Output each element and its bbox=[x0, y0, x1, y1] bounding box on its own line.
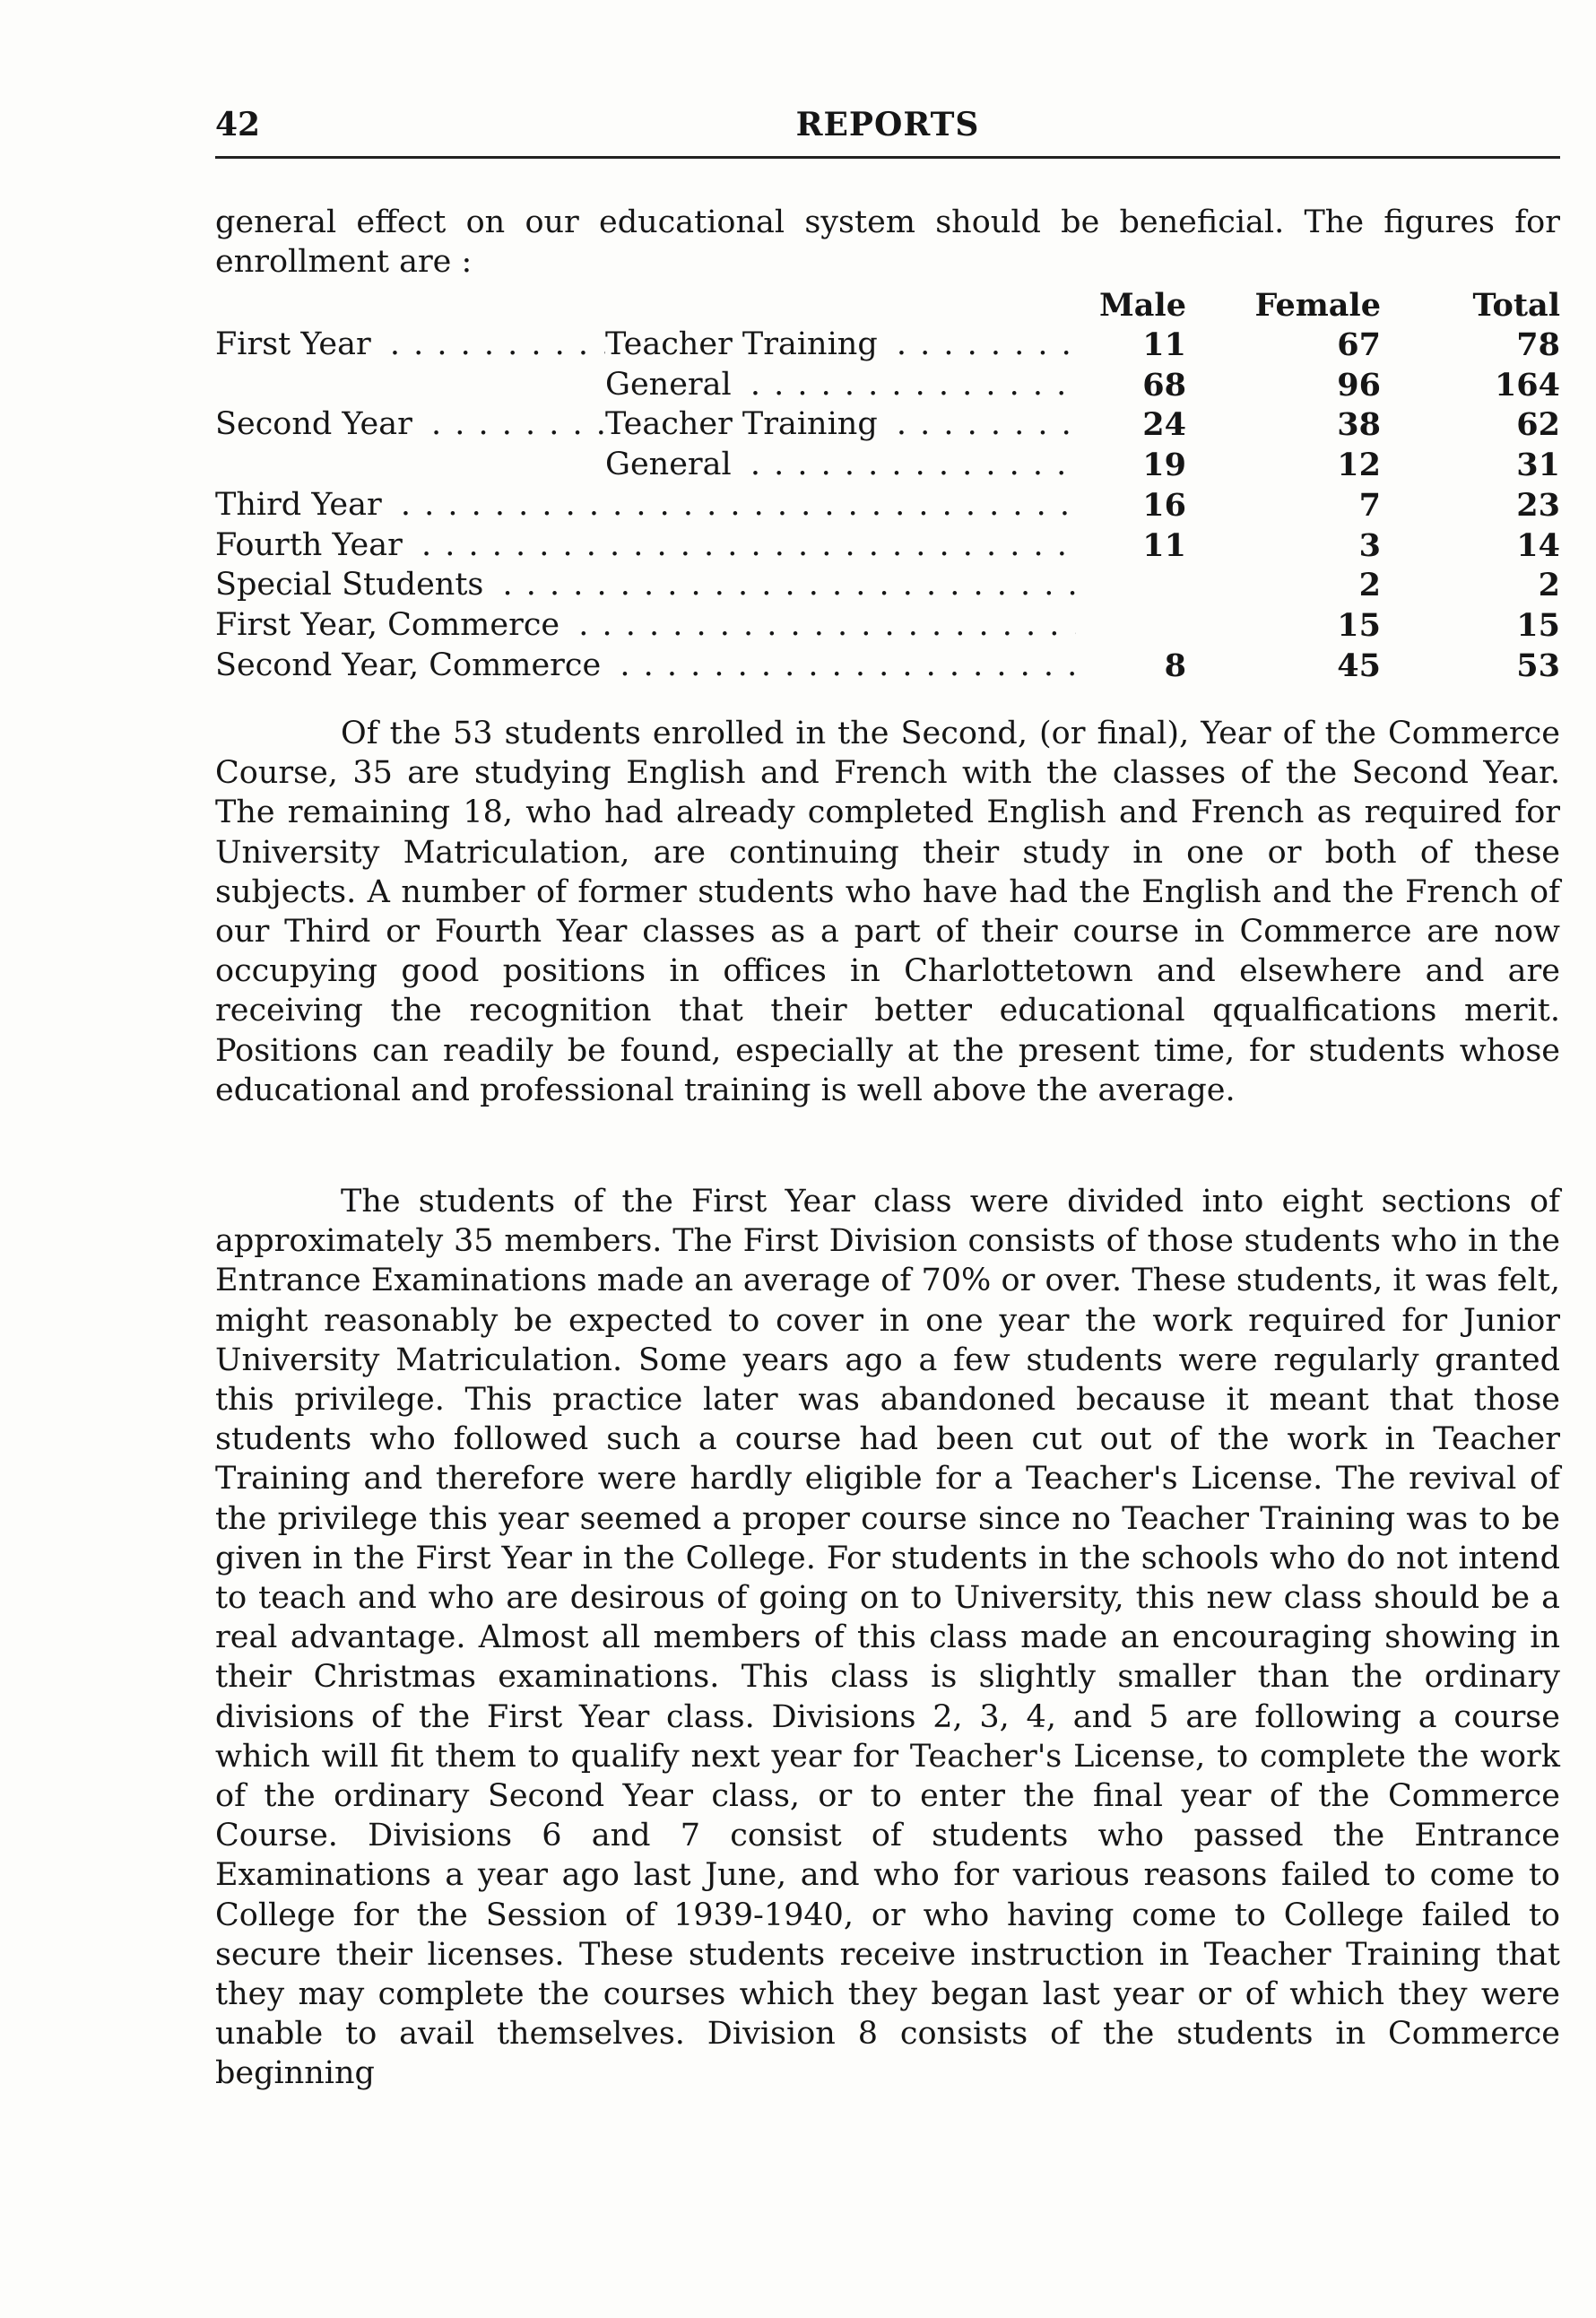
row-label-text: First Year bbox=[215, 326, 378, 362]
cell-total: 23 bbox=[1516, 486, 1560, 524]
cell-male: 11 bbox=[1142, 526, 1186, 564]
row-sub-label-text: Teacher Training bbox=[605, 406, 885, 442]
row-label bbox=[215, 607, 1076, 643]
cell-total: 62 bbox=[1516, 406, 1560, 444]
row-label-text: Fourth Year bbox=[215, 527, 410, 563]
row-label bbox=[215, 487, 1076, 523]
row-sub-label-text: Teacher Training bbox=[605, 326, 885, 362]
cell-female: 12 bbox=[1337, 447, 1381, 484]
column-header-female: Female bbox=[1254, 287, 1381, 324]
cell-female: 15 bbox=[1337, 606, 1381, 644]
row-sub-label bbox=[605, 447, 1076, 482]
cell-male: 16 bbox=[1142, 486, 1186, 524]
cell-total: 15 bbox=[1516, 606, 1560, 644]
header-rule bbox=[215, 156, 1560, 159]
cell-female: 2 bbox=[1358, 567, 1381, 604]
paragraph-commerce: Of the 53 students enrolled in the Second, (or final), Year of the Commerce Course, 35 are studying English and French with the classes of the Second Year. The remaining 18, who had already completed English and French as required for University Matriculation, are continuing their study in one or both of these subjects. A number of former students who have had the English and the French of our Third or Fourth Year classes as a part of their course in Commerce are now occupying good positions in offices in Charlottetown and elsewhere and are receiving the recognition that their better educational qqualfications merit. Positions can readily be found, especially at the present time, for students whose educational and professional training is well above the average. bbox=[215, 716, 1560, 1108]
cell-male: 8 bbox=[1164, 647, 1186, 684]
cell-male: 24 bbox=[1142, 406, 1186, 444]
cell-female: 38 bbox=[1337, 406, 1381, 444]
row-label bbox=[215, 326, 605, 362]
running-head: REPORTS bbox=[795, 106, 980, 143]
row-label-text: First Year, Commerce bbox=[215, 607, 567, 643]
cell-total: 164 bbox=[1494, 366, 1560, 404]
cell-total: 14 bbox=[1516, 526, 1560, 564]
row-label bbox=[215, 527, 1076, 563]
table-row bbox=[215, 607, 1560, 647]
column-header-male: Male bbox=[1099, 287, 1186, 324]
row-sub-label bbox=[605, 406, 1076, 442]
cell-female: 45 bbox=[1337, 647, 1381, 684]
row-sub-label bbox=[605, 367, 1076, 403]
cell-female: 96 bbox=[1337, 366, 1381, 404]
cell-male: 68 bbox=[1142, 366, 1186, 404]
row-label bbox=[215, 567, 1076, 603]
row-label bbox=[215, 406, 605, 442]
row-label-text: Second Year bbox=[215, 406, 420, 442]
table-row bbox=[215, 527, 1560, 567]
cell-female: 3 bbox=[1358, 526, 1381, 564]
cell-total: 53 bbox=[1516, 647, 1560, 684]
table-row bbox=[215, 487, 1560, 526]
table-row bbox=[215, 367, 1560, 406]
table-row bbox=[215, 567, 1560, 606]
row-sub-label-text: General bbox=[605, 447, 739, 482]
row-sub-label bbox=[605, 326, 1076, 362]
cell-total: 2 bbox=[1538, 567, 1560, 604]
cell-female: 7 bbox=[1358, 486, 1381, 524]
row-label bbox=[215, 647, 1076, 683]
intro-paragraph: general effect on our educational system should be beneficial. The figures for enrollment are : bbox=[215, 204, 1560, 281]
paragraph-first-year: The students of the First Year class were divided into eight sections of approximately 35 members. The First Division consists of those students who in the Entrance Examinations made an average of 70% or over. These students, it was felt, might reasonably be expected to cover in one year the work required for Junior University Matriculation. Some years ago a few students were regularly granted this privilege. This practice later was abandoned because it meant that those students who followed such a course had been cut out of the work in Teacher Training and therefore were hardly eligible for a Teacher's License. The revival of the privilege this year seemed a proper course since no Teacher Training was to be given in the First Year in the College. For students in the schools who do not intend to teach and who are desirous of going on to University, this new class should be a real advantage. Almost all members of this class made an encouraging showing in their Christmas examinations. This class is slightly smaller than the ordinary divisions of the First Year class. Divisions 2, 3, 4, and 5 are following a course which will fit them to qualify next year for Teacher's License, to complete the work of the ordinary Second Year class, or to enter the final year of the Commerce Course. Divisions 6 and 7 consist of students who passed the Entrance Examinations a year ago last June, and who for various reasons failed to come to College for the Session of 1939-1940, or who having come to College failed to secure their licenses. These students receive instruction in Teacher Training that they may complete the courses which they began last year or of which they were unable to avail themselves. Division 8 consists of the students in Commerce beginning bbox=[215, 1184, 1560, 2092]
table-header bbox=[215, 287, 1560, 326]
cell-female: 67 bbox=[1337, 326, 1381, 363]
row-label-text: Second Year, Commerce bbox=[215, 647, 608, 683]
cell-total: 31 bbox=[1516, 447, 1560, 484]
cell-total: 78 bbox=[1516, 326, 1560, 363]
table-row bbox=[215, 406, 1560, 446]
row-label-text: Special Students bbox=[215, 567, 490, 603]
row-label-text: Third Year bbox=[215, 487, 389, 523]
page-number: 42 bbox=[215, 106, 261, 143]
cell-male: 11 bbox=[1142, 326, 1186, 363]
table-row bbox=[215, 647, 1560, 687]
column-header-total: Total bbox=[1472, 287, 1560, 324]
row-sub-label-text: General bbox=[605, 367, 739, 403]
page-header bbox=[215, 106, 1560, 151]
table-row bbox=[215, 326, 1560, 366]
cell-male: 19 bbox=[1142, 447, 1186, 484]
table-row bbox=[215, 447, 1560, 486]
